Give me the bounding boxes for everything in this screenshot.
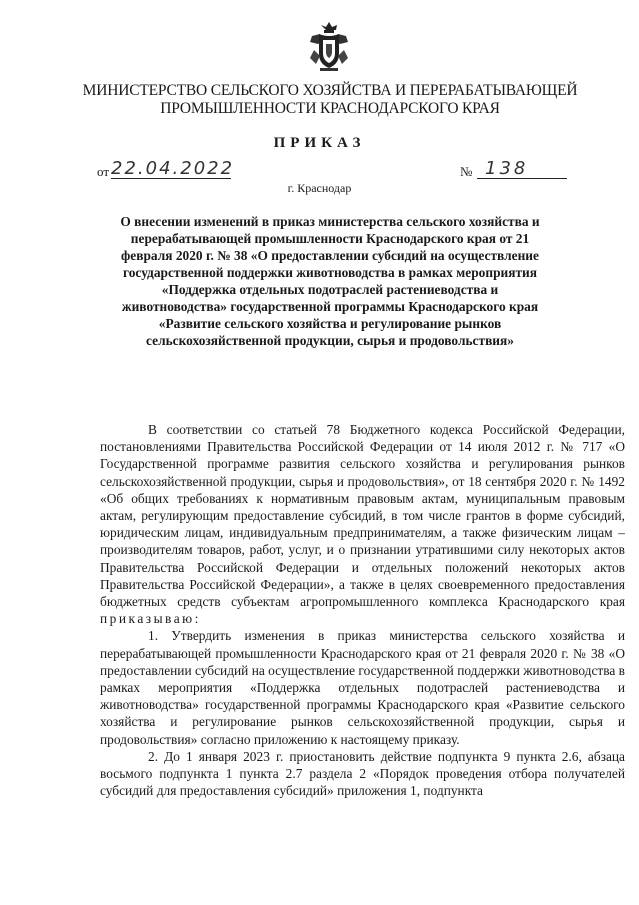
number-underline xyxy=(477,178,567,179)
date-underline xyxy=(111,178,231,179)
paragraph-2: 2. До 1 января 2023 г. приостановить действие подпункта 9 пункта 2.6, абзаца восьмого подпункта 1 пункта 2.7 раздела 2 «Порядок проведения отбора получателей субсидий для предоставления субсидий» приложения 1, подпункта xyxy=(100,748,625,799)
coat-of-arms-icon xyxy=(306,20,352,72)
paragraph-preamble xyxy=(100,421,625,627)
document-body xyxy=(100,421,625,799)
ministry-line-2: ПРОМЫШЛЕННОСТИ КРАСНОДАРСКОГО КРАЯ xyxy=(160,100,500,117)
number-prefix: № xyxy=(460,164,473,179)
document-number: 138 xyxy=(485,158,529,179)
paragraph-1: 1. Утвердить изменения в приказ министерства сельского хозяйства и перерабатывающей промышленности Краснодарского края от 21 февраля 2020 г. № 38 «О предоставлении субсидий на осуществление государственной поддержки животноводства в рамках мероприятия «Поддержка отдельных подотраслей растениеводства и животноводства» государственной программы Краснодарского края «Развитие сельского хозяйства и регулирование рынков сельскохозяйственной продукции, сырья и продовольствия» согласно приложению к настоящему приказу. xyxy=(100,628,625,747)
command-word: приказываю: xyxy=(100,611,201,627)
document-type: ПРИКАЗ xyxy=(273,135,366,151)
ministry-line-1: МИНИСТЕРСТВО СЕЛЬСКОГО ХОЗЯЙСТВА И ПЕРЕРАБАТЫВАЮЩЕЙ xyxy=(82,82,578,99)
date-number-row xyxy=(97,160,567,182)
document-subject: О внесении изменений в приказ министерства сельского хозяйства и перерабатывающей промышленности Краснодарского края от 21 февраля 2020 г. № 38 «О предоставлении субсидий на осуществление государственной поддержки животноводства в рамках мероприятия «Поддержка отдельных подотраслей растениеводства и животноводства» государственной программы Краснодарского края «Развитие сельского хозяйства и регулирование рынков сельскохозяйственной продукции, сырья и продовольствия» xyxy=(120,214,540,348)
date-prefix: от xyxy=(97,164,110,179)
ministry-name xyxy=(40,82,620,118)
city: г. Краснодар xyxy=(287,181,352,195)
document-date: 22.04.2022 xyxy=(111,158,235,179)
preamble-text: В соответствии со статьей 78 Бюджетного кодекса Российской Федерации, постановлениями Правительства Российской Федерации от 14 июля 2012 г. № 717 «О Государственной программе развития сельского хозяйства и регулирования рынков сельскохозяйственной продукции, сырья и продовольствия», от 18 сентября 2020 г. № 1492 «Об общих требованиях к нормативным правовым актам, муниципальным правовым актам, регулирующим предоставление субсидий, в том числе грантов в форме субсидий, юридическим лицам, индивидуальным предпринимателям, а также физическим лицам – производителям товаров, работ, услуг, и о признании утратившими силу некоторых актов Правительства Российской Федерации и отдельных положений некоторых актов Правительства Российской Федерации», а также в целях своевременного предоставления бюджетных средств субъектам агропромышленного комплекса Краснодарского края xyxy=(100,422,625,610)
